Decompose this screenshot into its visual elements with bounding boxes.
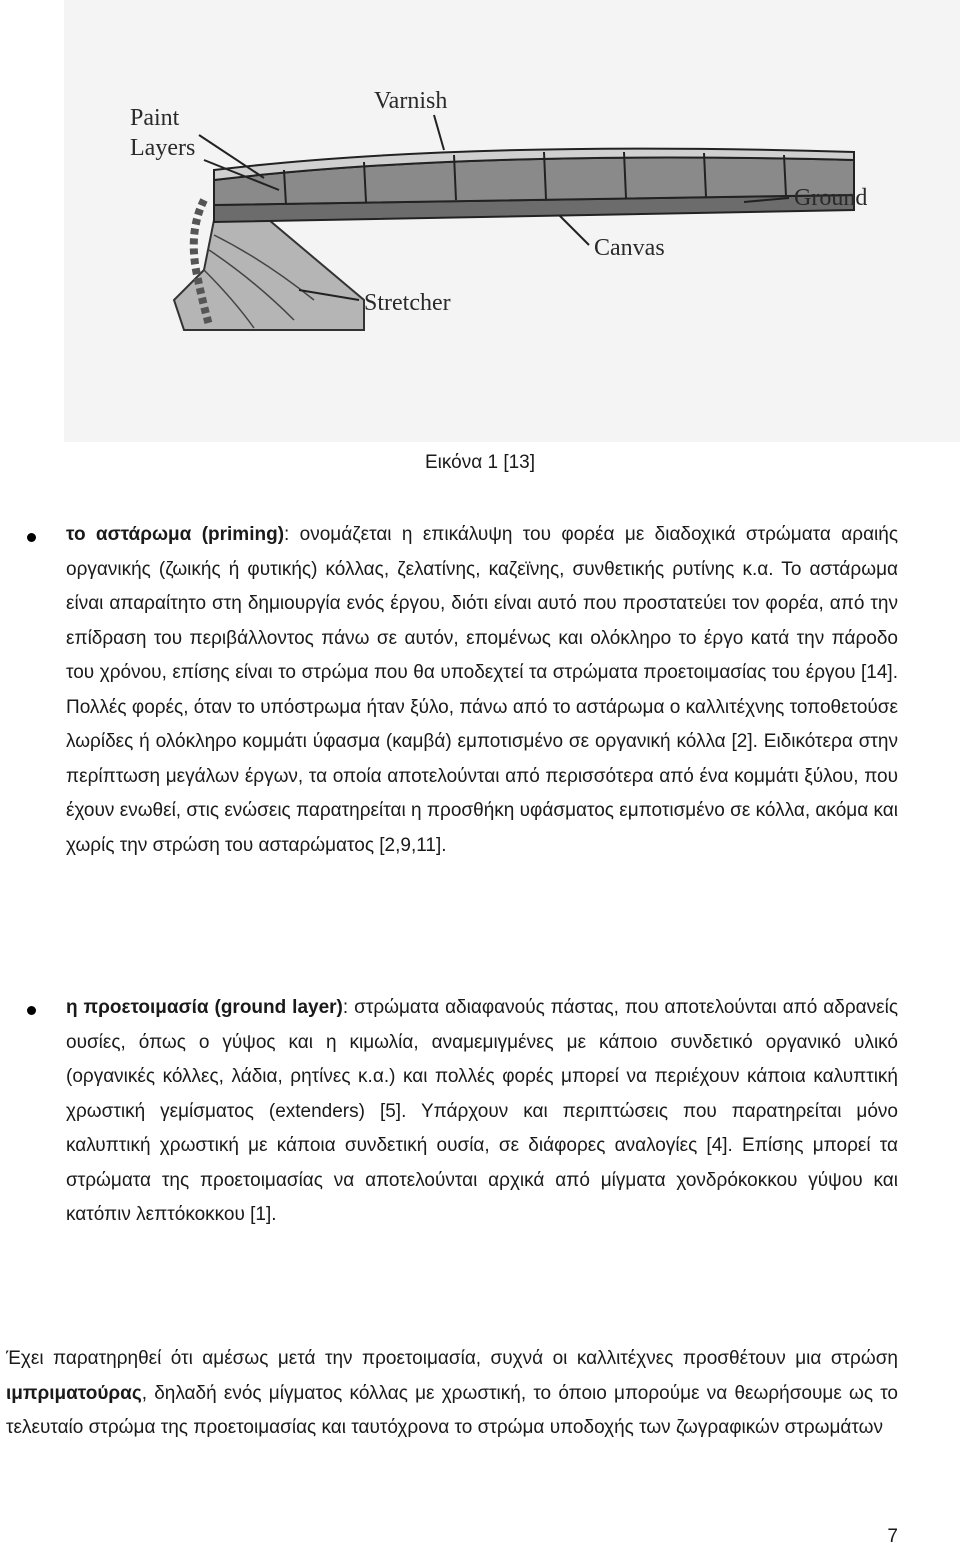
ground-description: : στρώματα αδιαφανούς πάστας, που αποτελούνται από αδρανείς ουσίες, όπως ο γύψος και η κιμωλία, αναμεμιγμένες με κάποιο συνδετικό οργανικό υλικό (οργανικές κόλλες, λάδια, ρητίνες κ.α.) και πολλές φορές μπορεί να περιέχουν κάποια καλυπτική χρωστική γεμίσματος (extenders) [5]. Υπάρχουν και περιπτώσεις που παρατηρείται μόνο καλυπτική χρωστική με κάποια συνδετική ουσία, σε διάφορες αναλογίες [4]. Επίσης μπορεί τα στρώματα της προετοιμασίας να αποτελούνται αρχικά από μίγματα χονδρόκοκκου γύψου και κατόπιν λεπτόκοκκου [1]. xyxy=(66,997,898,1225)
painting-layers-figure xyxy=(64,0,960,442)
bullet-ground xyxy=(66,991,898,1233)
label-layers: Layers xyxy=(130,135,196,161)
label-ground: Ground xyxy=(794,185,868,211)
label-varnish: Varnish xyxy=(374,88,448,114)
paragraph-text-before: Έχει παρατηρηθεί ότι αμέσως μετά την προετοιμασία, συχνά οι καλλιτέχνες προσθέτουν μια στρώση xyxy=(6,1348,898,1369)
paragraph-bold-term: ιμπριματούρας xyxy=(6,1382,142,1404)
term-priming: το αστάρωμα (priming) xyxy=(66,524,285,545)
page-number: 7 xyxy=(887,1526,898,1547)
label-stretcher: Stretcher xyxy=(364,290,451,316)
label-paint: Paint xyxy=(130,105,180,131)
priming-description: : ονομάζεται η επικάλυψη του φορέα με διαδοχικά στρώματα αραιής οργανικής (ζωικής ή φυτικής) κόλλας, ζελατίνης, καζεϊνης, συνθετικής ρυτίνης κ.α. Το αστάρωμα είναι απαραίτητο στη δημιουργία ενός έργου, διότι είναι αυτό που προστατεύει τον φορέα, από την επίδραση του περιβάλλοντος πάνω σε αυτόν, επομένως και ολόκληρο το έργο κατά την πάροδο του χρόνου, επίσης είναι το στρώμα που θα υποδεχτεί τα στρώματα προετοιμασίας του έργου [14]. Πολλές φορές, όταν το υπόστρωμα ήταν ξύλο, πάνω από το αστάρωμα ο καλλιτέχνης τοποθετούσε λωρίδες ή ολόκληρο κομμάτι ύφασμα (καμβά) εμποτισμένο σε οργανική κόλλα [2]. Ειδικότερα στην περίπτωση μεγάλων έργων, τα οποία αποτελούνται από περισσότερα από ένα κομμάτι ξύλου, που έχουν ενωθεί, στις ενώσεις παρατηρείται η προσθήκη υφάσματος εμποτισμένο σε κόλλα, ακόμα και χωρίς την στρώση του ασταρώματος [2,9,11]. xyxy=(66,524,898,856)
paragraph-text-after: , δηλαδή ενός μίγματος κόλλας με χρωστική, το όποιο μπορούμε να θεωρήσουμε ως το τελευταίο στρώμα της προετοιμασίας και ταυτόχρονα το στρώμα υποδοχής των ζωγραφικών στρωμάτων xyxy=(6,1382,898,1438)
painting-cross-section-diagram xyxy=(64,0,960,442)
bullet-marker xyxy=(27,1006,36,1015)
bullet-marker xyxy=(27,533,36,542)
body-paragraph xyxy=(6,1342,898,1446)
bullet-priming xyxy=(66,518,898,863)
figure-caption: Εικόνα 1 [13] xyxy=(424,452,536,473)
label-canvas: Canvas xyxy=(594,235,665,261)
term-ground: η προετοιμασία (ground layer) xyxy=(66,997,343,1018)
